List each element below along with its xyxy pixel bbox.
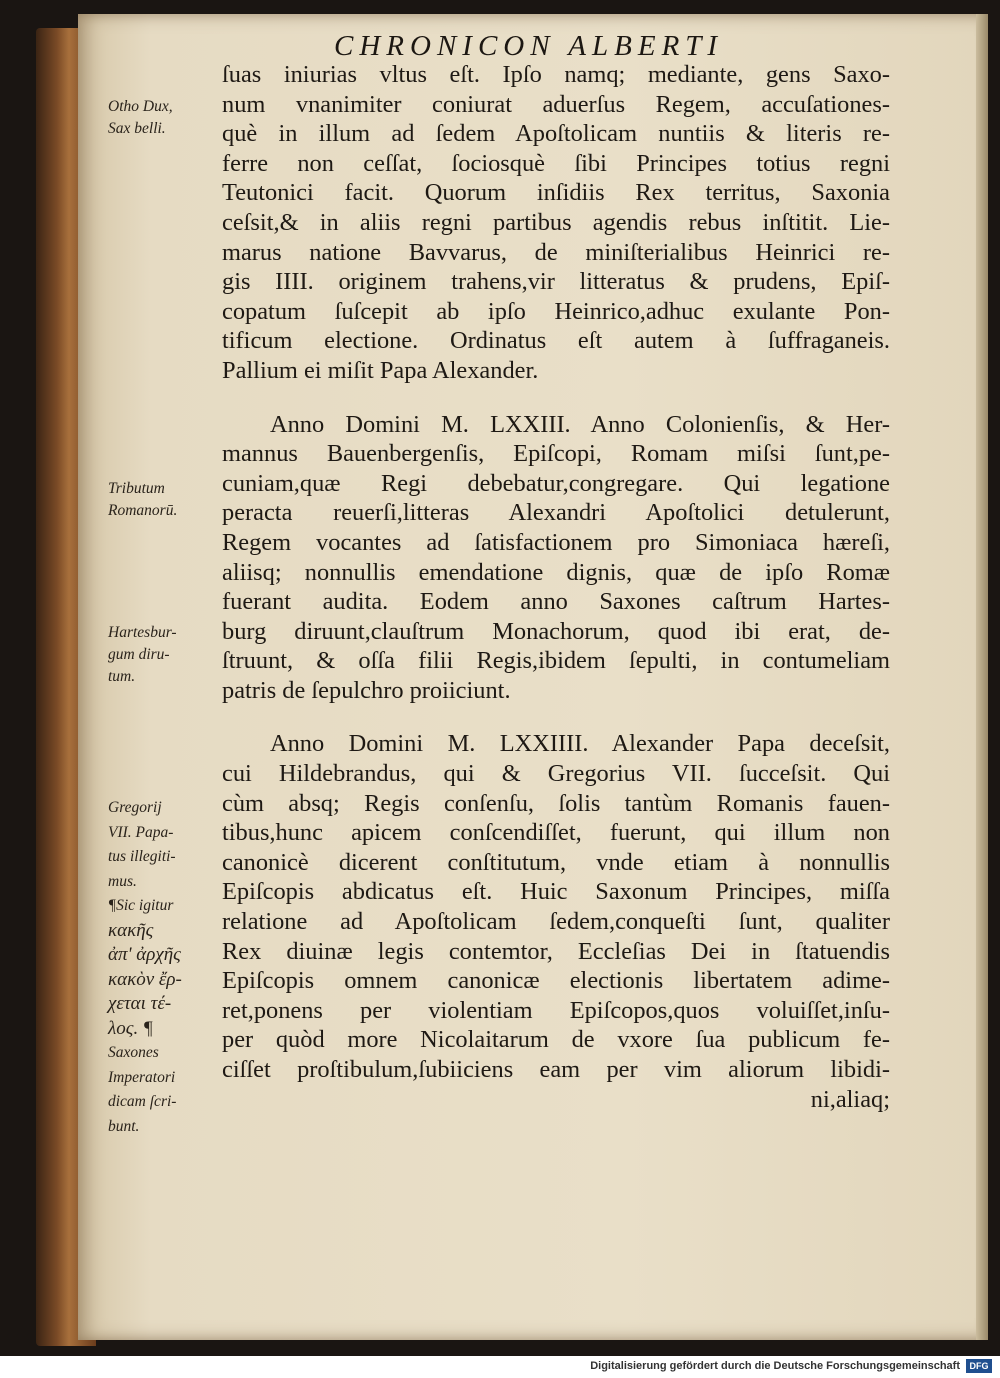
text-line: ceſsit,& in aliis regni partibus agendis rebus inſtitit. Lie-	[222, 208, 890, 236]
text-line: tibus,hunc apicem conſcendiſſet, fuerunt, qui illum non	[222, 819, 890, 847]
text-line: ciſſet proſtibulum,ſubiiciens eam per vim aliorum libidi-	[222, 1056, 890, 1083]
text-line: ferre non ceſſat, ſociosquè ſibi Principes totius regni	[222, 149, 890, 177]
page-edge	[976, 14, 988, 1340]
text-line: fuerant audita. Eodem anno Saxones caſtrum Hartes-	[222, 588, 890, 616]
margin-note-line: gum diru-	[108, 646, 170, 663]
text-line: per quòd more Nicolaitarum de vxore ſua publicum fe-	[222, 1026, 890, 1054]
footer-bar	[0, 1356, 1000, 1378]
text-line: mannus Bauenbergenſis, Epiſcopi, Romam miſsi ſunt,pe-	[222, 440, 890, 468]
running-head: CHRONICON ALBERTI	[334, 30, 724, 62]
margin-note-line: χεται τέ-	[108, 993, 172, 1014]
text-line: Epiſcopis omnem canonicæ electionis libertatem adime-	[222, 967, 890, 995]
margin-note-line: Hartesbur-	[108, 624, 177, 641]
margin-note-tributum	[108, 478, 218, 522]
margin-note-line: mus.	[108, 872, 137, 890]
margin-note-line: λος. ¶	[108, 1017, 153, 1039]
text-line: canonicè dicerent conſtitutum, vnde etiam à nonnullis	[222, 848, 890, 876]
margin-note-line: bunt.	[108, 1117, 140, 1135]
margin-note-line: Otho Dux,	[108, 98, 173, 115]
text-line: Teutonici facit. Quorum inſidiis Rex territus, Saxonia	[222, 179, 890, 207]
text-line: ſtruunt, & oſſa filii Regis,ibidem ſepulti, in contumeliam	[222, 647, 890, 675]
text-line: cui Hildebrandus, qui & Gregorius VII. ſucceſsit. Qui	[222, 760, 890, 788]
text-line: cuniam,quæ Regi debebatur,congregare. Qui legatione	[222, 469, 890, 497]
text-line: Anno Domini M. LXXIII. Anno Colonienſis, & Her-	[270, 410, 890, 438]
margin-note-line: tus illegiti-	[108, 848, 176, 865]
margin-note-line: Imperatori	[108, 1068, 176, 1086]
margin-note-line: Gregorij	[108, 799, 162, 816]
margin-note-line: VII. Papa-	[108, 823, 174, 841]
paragraph-gap	[222, 705, 890, 729]
text-line: marus natione Bavvarus, de miniſterialibus Heinrici re-	[222, 238, 890, 266]
margin-note-line: dicam ſcri-	[108, 1093, 177, 1110]
margin-note-line: Sax belli.	[108, 120, 166, 137]
margin-note-hartesburg	[108, 622, 218, 688]
text-line: tificum electione. Ordinatus eſt autem à ſuffraganeis.	[222, 327, 890, 355]
paragraph-gap	[222, 386, 890, 410]
margin-note-otho	[108, 96, 218, 140]
margin-note-line: ¶Sic igitur	[108, 897, 174, 914]
text-line: Epiſcopis abdicatus eſt. Huic Saxonum Principes, miſſa	[222, 878, 890, 906]
margin-note-line: Tributum	[108, 480, 165, 497]
margin-note-line: κακῆς	[108, 919, 154, 941]
text-line: num vnanimiter coniurat aduerſus Regem, accuſationes-	[222, 90, 890, 118]
text-line: Rex diuinæ legis contemtor, Eccleſias Dei in ſtatuendis	[222, 937, 890, 965]
margin-note-line: κακὸν ἔρ-	[108, 968, 182, 990]
text-line: aliisq; nonnullis emendatione dignis, quæ de ipſo Romæ	[222, 558, 890, 586]
margin-note-gregorius	[108, 796, 218, 1139]
text-line: Regem vocantes ad ſatisfactionem pro Simoniaca hæreſi,	[222, 528, 890, 556]
text-line: peracta reuerſi,litteras Alexandri Apoſtolici detulerunt,	[222, 499, 890, 527]
margin-note-line: Saxones	[108, 1044, 159, 1061]
text-line: patris de ſepulchro proiiciunt.	[222, 676, 511, 704]
text-line: burg diruunt,clauſtrum Monachorum, quod ibi erat, de-	[222, 617, 890, 645]
text-line: ret,ponens per violentiam Epiſcopos,quos voluiſſet,inſu-	[222, 996, 890, 1024]
text-line: copatum ſuſcepit ab ipſo Heinrico,adhuc exulante Pon-	[222, 297, 890, 325]
main-text	[222, 60, 890, 1114]
dfg-logo: DFG	[966, 1359, 992, 1373]
margin-note-line: Romanorū.	[108, 502, 178, 519]
text-line: gis IIII. originem trahens,vir litteratus & prudens, Epiſ-	[222, 268, 890, 296]
text-line: Anno Domini M. LXXIIII. Alexander Papa deceſsit,	[270, 730, 890, 758]
text-line: relatione ad Apoſtolicam ſedem,conqueſti ſunt, qualiter	[222, 908, 890, 936]
funding-credit: Digitalisierung gefördert durch die Deutsche Forschungsgemeinschaft	[590, 1360, 960, 1372]
margin-note-line: ἀπ' ἀρχῆς	[108, 944, 181, 965]
text-line: cùm absq; Regis conſenſu, ſolis tantùm Romanis fauen-	[222, 789, 890, 817]
text-line: Pallium ei miſit Papa Alexander.	[222, 356, 539, 384]
text-line: què in illum ad ſedem Apoſtolicam nuntiis & literis re-	[222, 120, 890, 148]
text-line: ni,aliaq;	[810, 1085, 890, 1113]
text-line: ſuas iniurias vltus eſt. Ipſo namq; mediante, gens Saxo-	[222, 61, 890, 88]
margin-note-line: tum.	[108, 668, 136, 685]
